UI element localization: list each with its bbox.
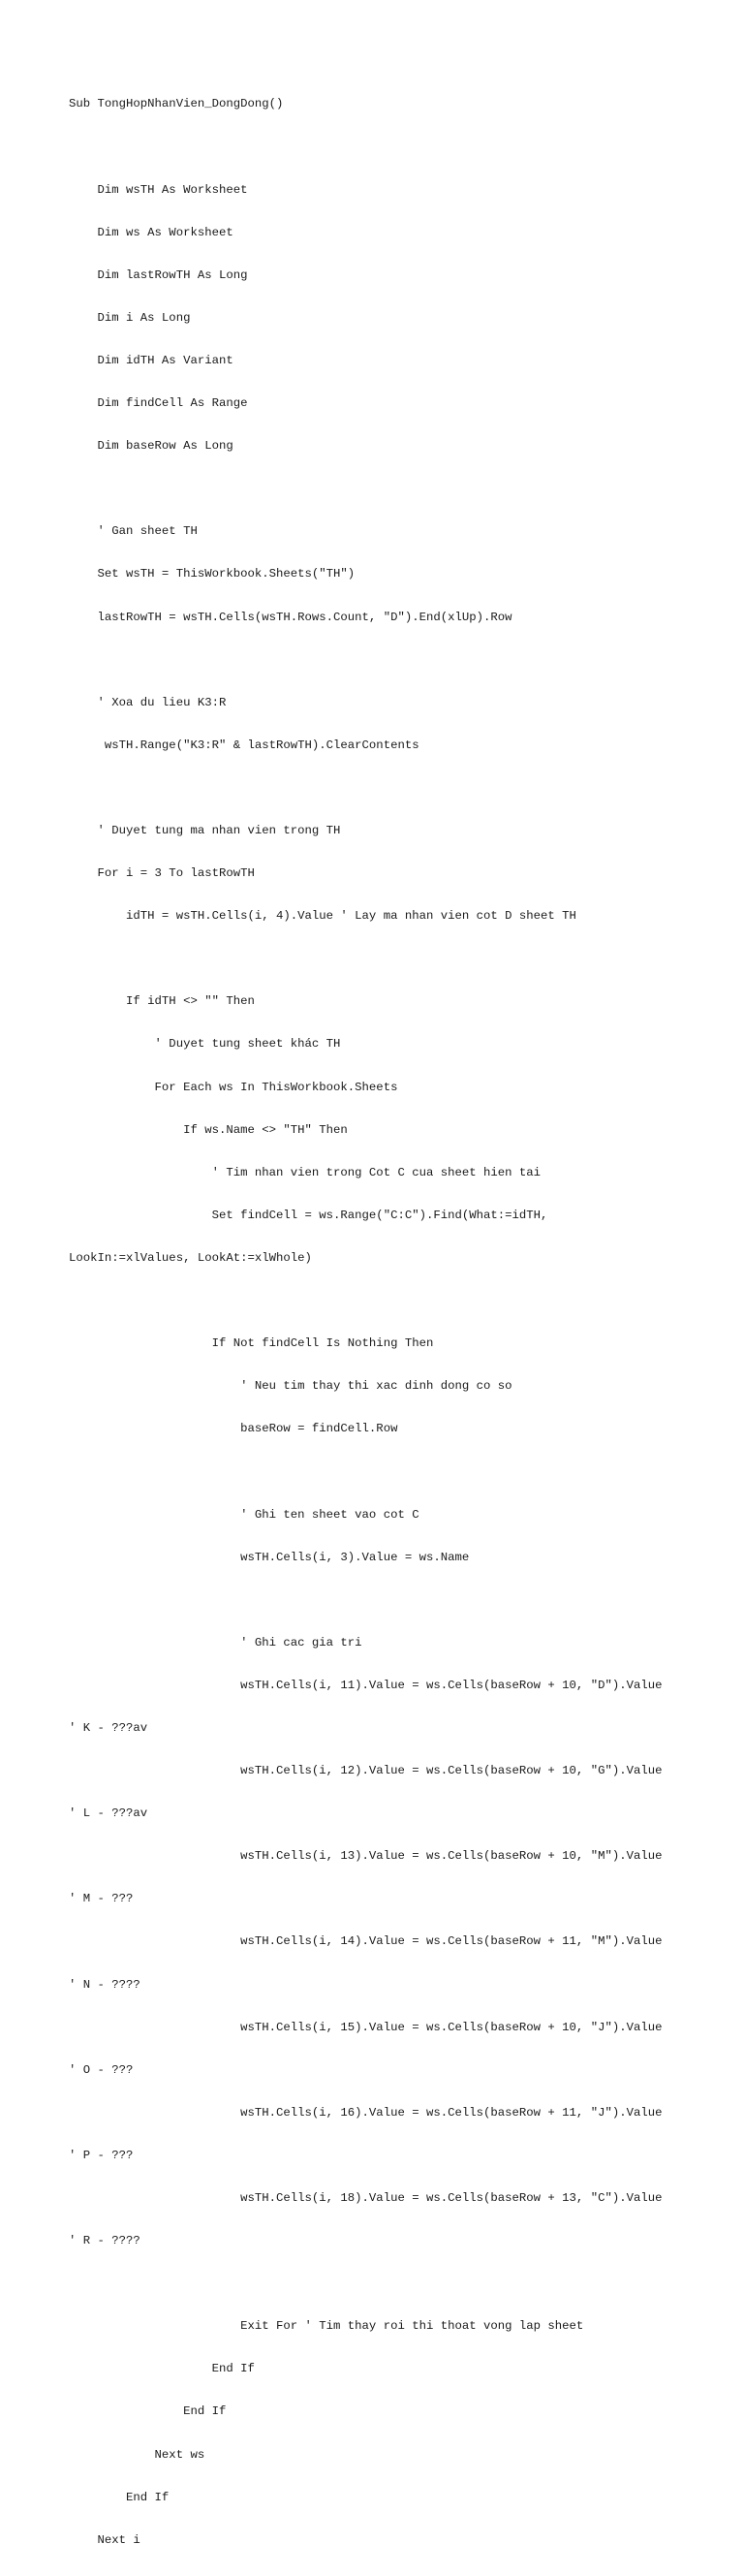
code-line-48: wsTH.Cells(i, 16).Value = ws.Cells(baseRow + 11, "J").Value (69, 2105, 663, 2120)
code-line-42: wsTH.Cells(i, 13).Value = ws.Cells(baseRow + 10, "M").Value (69, 1849, 663, 1864)
code-line-6: Dim i As Long (69, 310, 191, 325)
code-line-8: Dim findCell As Range (69, 396, 248, 411)
code-line-5: Dim lastRowTH As Long (69, 267, 248, 282)
code-line-17 (69, 781, 663, 796)
code-line-53: Exit For ' Tim thay roi thi thoat vong lap sheet (69, 2319, 584, 2334)
code-line-46: wsTH.Cells(i, 15).Value = ws.Cells(baseRow + 10, "J").Value (69, 2020, 663, 2034)
code-line-20: idTH = wsTH.Cells(i, 4).Value ' Lay ma nhan vien cot D sheet TH (69, 909, 576, 924)
code-line-56: Next ws (69, 2447, 205, 2462)
code-line-3: Dim wsTH As Worksheet (69, 182, 248, 197)
code-line-50: wsTH.Cells(i, 18).Value = ws.Cells(baseRow + 13, "C").Value (69, 2191, 663, 2205)
code-line-11: ' Gan sheet TH (69, 524, 198, 539)
code-line-23: ' Duyet tung sheet khác TH (69, 1037, 341, 1052)
code-line-40: wsTH.Cells(i, 12).Value = ws.Cells(baseRow + 10, "G").Value (69, 1764, 663, 1778)
code-line-36 (69, 1593, 663, 1608)
code-line-58: Next i (69, 2532, 140, 2547)
code-line-18: ' Duyet tung ma nhan vien trong TH (69, 824, 341, 837)
code-line-38: wsTH.Cells(i, 11).Value = ws.Cells(baseRow + 10, "D").Value (69, 1678, 663, 1692)
code-line-15: ' Xoa du lieu K3:R (69, 695, 227, 709)
code-line-27: Set findCell = ws.Range("C:C").Find(What:=idTH, (69, 1208, 548, 1222)
code-line-14 (69, 653, 663, 668)
code-line-52 (69, 2277, 663, 2291)
code-line-21 (69, 952, 663, 966)
code-line-49: ' P - ??? (69, 2148, 134, 2162)
code-block (69, 69, 663, 2576)
code-line-47: ' O - ??? (69, 2062, 134, 2077)
code-line-10 (69, 482, 663, 496)
code-line-2 (69, 141, 663, 155)
code-line-26: ' Tim nhan vien trong Cot C cua sheet hien tai (69, 1165, 542, 1179)
code-line-19: For i = 3 To lastRowTH (69, 866, 255, 881)
code-line-33 (69, 1464, 663, 1479)
code-line-45: ' N - ???? (69, 1977, 140, 1992)
code-line-9: Dim baseRow As Long (69, 439, 233, 454)
code-line-43: ' M - ??? (69, 1892, 134, 1906)
code-line-12: Set wsTH = ThisWorkbook.Sheets("TH") (69, 567, 356, 581)
code-line-54: End If (69, 2362, 255, 2376)
code-line-41: ' L - ???av (69, 1806, 148, 1821)
code-line-32: baseRow = findCell.Row (69, 1422, 398, 1436)
code-line-16: wsTH.Range("K3:R" & lastRowTH).ClearContents (69, 738, 419, 752)
code-line-1: Sub TongHopNhanVien_DongDong() (69, 97, 284, 111)
code-line-31: ' Neu tim thay thi xac dinh dong co so (69, 1379, 512, 1394)
code-line-28: LookIn:=xlValues, LookAt:=xlWhole) (69, 1250, 312, 1265)
code-line-13: lastRowTH = wsTH.Cells(wsTH.Rows.Count, "D").End(xlUp).Row (69, 610, 512, 624)
code-line-30: If Not findCell Is Nothing Then (69, 1336, 434, 1351)
code-line-35: wsTH.Cells(i, 3).Value = ws.Name (69, 1550, 470, 1564)
code-line-29 (69, 1294, 663, 1308)
code-line-24: For Each ws In ThisWorkbook.Sheets (69, 1080, 398, 1094)
code-line-34: ' Ghi ten sheet vao cot C (69, 1507, 419, 1522)
code-line-57: End If (69, 2490, 170, 2504)
code-line-44: wsTH.Cells(i, 14).Value = ws.Cells(baseRow + 11, "M").Value (69, 1934, 663, 1949)
code-line-37: ' Ghi cac gia tri (69, 1635, 362, 1649)
code-line-25: If ws.Name <> "TH" Then (69, 1122, 348, 1137)
code-line-22: If idTH <> "" Then (69, 994, 255, 1009)
code-line-4: Dim ws As Worksheet (69, 225, 233, 239)
code-line-51: ' R - ???? (69, 2234, 140, 2248)
code-line-55: End If (69, 2404, 227, 2419)
code-line-7: Dim idTH As Variant (69, 353, 233, 367)
code-line-39: ' K - ???av (69, 1720, 148, 1735)
